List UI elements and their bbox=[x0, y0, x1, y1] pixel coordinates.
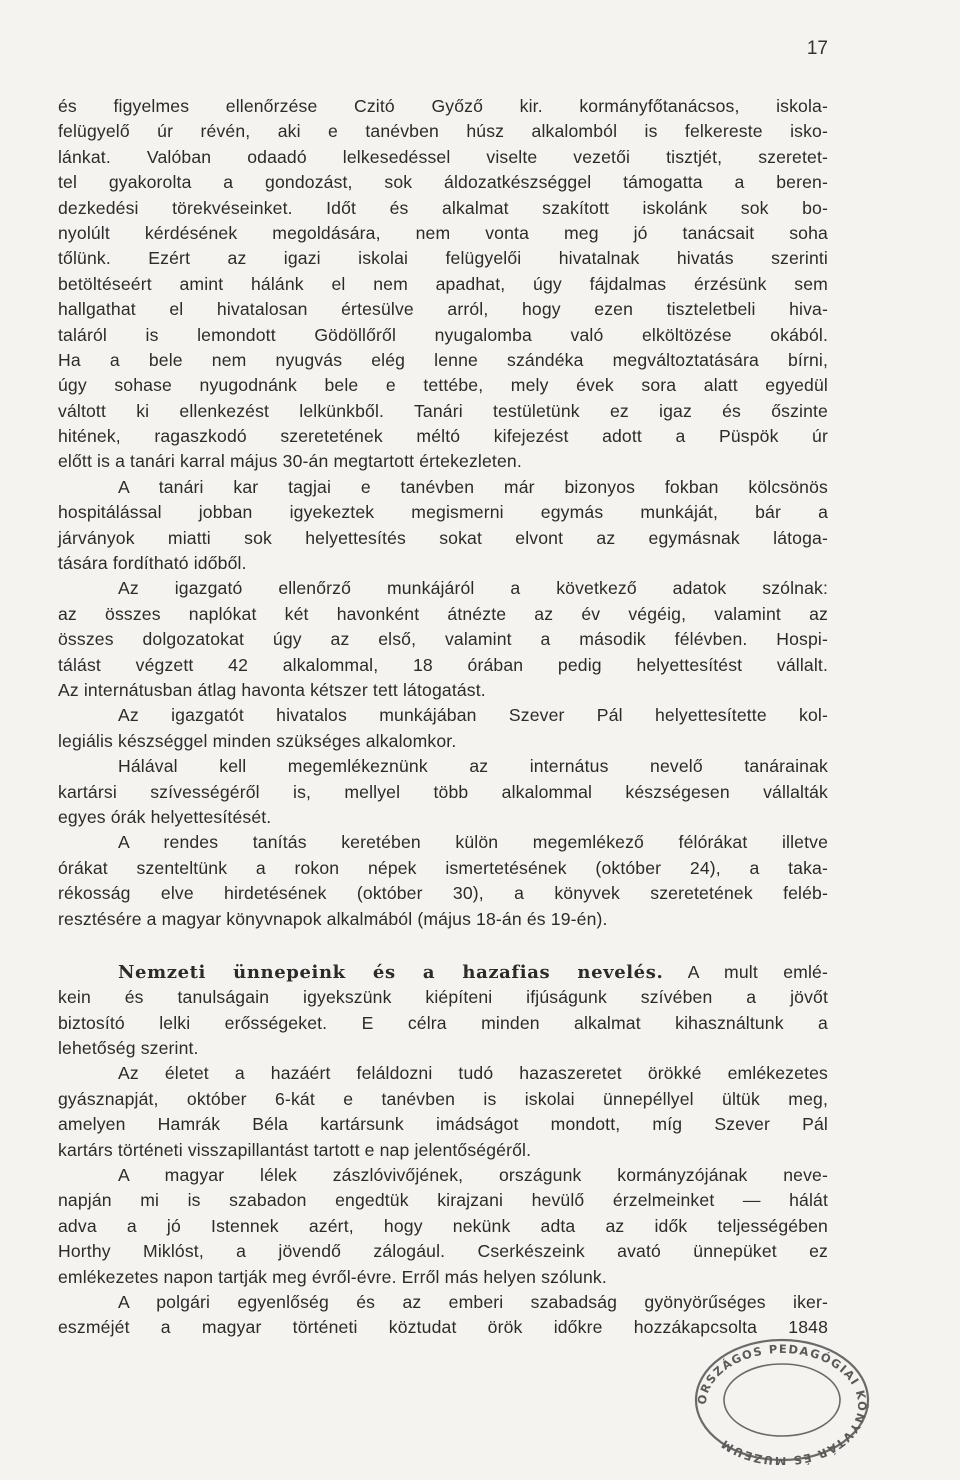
paragraph-9 bbox=[58, 1163, 828, 1290]
text-line: az összes naplókat két havonként átnézte az év végéig, valamint az bbox=[58, 603, 828, 624]
paragraph-7 bbox=[58, 960, 828, 1062]
text-line: A polgári egyenlőség és az emberi szabadság gyönyörűséges iker- bbox=[118, 1291, 828, 1312]
text-line: A rendes tanítás keretében külön megemlékező félórákat illetve bbox=[118, 832, 828, 853]
text-line: járványok miatti sok helyettesítés sokat elvont az egymásnak látoga- bbox=[58, 527, 828, 548]
text-line: Az életet a hazáért feláldozni tudó hazaszeretet örökké emlékezetes bbox=[118, 1063, 828, 1084]
library-stamp bbox=[692, 1335, 872, 1465]
text-line: emlékezetes napon tartják meg évről-évre. Erről más helyen szólunk. bbox=[58, 1266, 607, 1287]
spacer bbox=[58, 932, 828, 960]
text-line: előtt is a tanári karral május 30-án megtartott értekezleten. bbox=[58, 451, 522, 472]
body-text bbox=[58, 94, 828, 1341]
text-line: betöltéseért amint hálánk el nem apadhat, úgy fájdalmas érzésünk sem bbox=[58, 273, 828, 294]
paragraph-1 bbox=[58, 94, 828, 475]
text-line: kartárs történeti visszapillantást tartott e nap jelentőségéről. bbox=[58, 1139, 532, 1160]
text-line: órákat szenteltünk a rokon népek ismertetésének (október 24), a taka- bbox=[58, 857, 828, 878]
text-line: Az igazgató ellenőrző munkájáról a következő adatok szólnak: bbox=[118, 578, 828, 599]
text-line: tására fordítható időből. bbox=[58, 553, 247, 574]
text-line: biztosító lelki erősségeket. E célra minden alkalmat kihasználtunk a bbox=[58, 1012, 828, 1033]
text-line: Ha a bele nem nyugvás elég lenne szándéka megváltoztatására bírni, bbox=[58, 349, 828, 370]
page-number: 17 bbox=[806, 38, 828, 59]
text-line: hitének, ragaszkodó szeretetének méltó kifejezést adott a Püspök úr bbox=[58, 426, 828, 447]
text-line: kein és tanulságain igyekszünk kiépíteni ifjúságunk szívében a jövőt bbox=[58, 987, 828, 1008]
text-fragment: A mult emlé- bbox=[663, 961, 828, 982]
text-line: Horthy Miklóst, a jövendő zálogául. Cserkészeink avató ünnepüket ez bbox=[58, 1241, 828, 1262]
text-line: eszméjét a magyar történeti köztudat örök időkre hozzákapcsolta 1848 bbox=[58, 1317, 828, 1338]
text-line: Az igazgatót hivatalos munkájában Szever Pál helyettesítette kol- bbox=[118, 705, 828, 726]
text-line: resztésére a magyar könyvnapok alkalmából (május 18-án és 19-én). bbox=[58, 908, 608, 929]
text-line: tálást végzett 42 alkalommal, 18 órában pedig helyettesítést vállalt. bbox=[58, 654, 828, 675]
paragraph-5 bbox=[58, 754, 828, 830]
text-line: gyásznapját, október 6-kát e tanévben is iskolai ünnepéllyel ültük meg, bbox=[58, 1088, 828, 1109]
text-line bbox=[58, 960, 828, 985]
text-line: Az internátusban átlag havonta kétszer tett látogatást. bbox=[58, 679, 486, 700]
text-line: lánkat. Valóban odaadó lelkesedéssel viselte vezetői tisztjét, szeretet- bbox=[58, 146, 828, 167]
text-line: A magyar lélek zászlóvivőjének, országunk kormányzójának neve- bbox=[118, 1165, 828, 1186]
text-line: úgy sohase nyugodnánk bele e tettébe, mely évek sora alatt egyedül bbox=[58, 375, 828, 396]
text-line: felügyelő úr révén, aki e tanévben húsz alkalomból is felkereste isko- bbox=[58, 121, 828, 142]
text-line: napján mi is szabadon engedtük kirajzani hevülő érzelmeinket — hálát bbox=[58, 1190, 828, 1211]
text-line: váltott ki ellenkezést lelkünkből. Tanári testületünk ez igaz és őszinte bbox=[58, 400, 828, 421]
text-line: hospitálással jobban igyekeztek megismerni egymás munkáját, bár a bbox=[58, 502, 828, 523]
paragraph-3 bbox=[58, 576, 828, 703]
text-line: lehetőség szerint. bbox=[58, 1038, 199, 1059]
text-line: rékosság elve hirdetésének (október 30), a könyvek szeretetének feléb- bbox=[58, 883, 828, 904]
text-line: adva a jó Istennek azért, hogy nekünk adta az idők teljességében bbox=[58, 1215, 828, 1236]
text-line: kartársi szívességéről is, mellyel több alkalommal készségesen vállalták bbox=[58, 781, 828, 802]
text-line: dezkedési törekvéseinket. Időt és alkalmat szakított iskolánk sok bo- bbox=[58, 197, 828, 218]
text-line: legiális készséggel minden szükséges alkalomkor. bbox=[58, 730, 457, 751]
text-line: összes dolgozatokat úgy az első, valamint a második félévben. Hospi- bbox=[58, 629, 828, 650]
paragraph-8 bbox=[58, 1061, 828, 1163]
svg-text:ORSZÁGOS PEDAGÓGIAI KÖNYVTÁR É bbox=[695, 1342, 870, 1465]
text-line: A tanári kar tagjai e tanévben már bizonyos fokban kölcsönös bbox=[118, 476, 828, 497]
paragraph-10 bbox=[58, 1290, 828, 1341]
text-line: taláról is lemondott Gödöllőről nyugalomba való elköltözése okából. bbox=[58, 324, 828, 345]
text-line: Hálával kell megemlékeznünk az internátus nevelő tanárainak bbox=[118, 756, 828, 777]
text-line: tel gyakorolta a gondozást, sok áldozatkészséggel támogatta a beren- bbox=[58, 172, 828, 193]
paragraph-2 bbox=[58, 475, 828, 577]
text-line: nyolúlt kérdésének megoldására, nem vonta meg jó tanácsait soha bbox=[58, 222, 828, 243]
text-line: hallgathat el hivatalosan értesülve arról, hogy ezen tiszteletbeli hiva- bbox=[58, 299, 828, 320]
text-line: egyes órák helyettesítését. bbox=[58, 806, 272, 827]
section-heading: Nemzeti ünnepeink és a hazafias nevelés. bbox=[118, 961, 664, 983]
text-line: tőlünk. Ezért az igazi iskolai felügyelői hivatalnak hivatás szerinti bbox=[58, 248, 828, 269]
stamp-ring-text: ORSZÁGOS PEDAGÓGIAI KÖNYVTÁR ÉS MÚZEUM bbox=[694, 1341, 870, 1465]
text-line: és figyelmes ellenőrzése Czitó Győző kir. kormányfőtanácsos, iskola- bbox=[58, 96, 828, 116]
paragraph-6 bbox=[58, 830, 828, 932]
stamp-inner-ring bbox=[724, 1364, 840, 1436]
paragraph-4 bbox=[58, 703, 828, 754]
text-line: amelyen Hamrák Béla kartársunk imádságot mondott, míg Szever Pál bbox=[58, 1114, 828, 1135]
